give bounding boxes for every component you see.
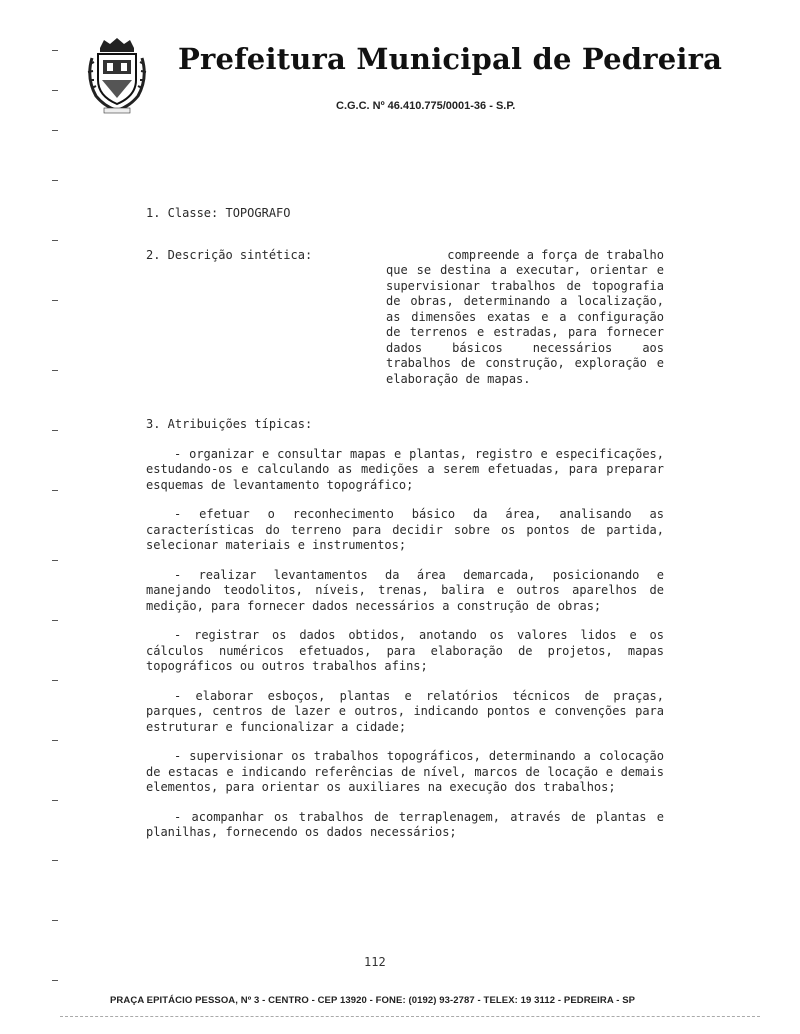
document-body: [146, 206, 664, 855]
footer-divider: [60, 1016, 760, 1017]
duty-item: - registrar os dados obtidos, anotando os valores lidos e os cálculos numéricos efetuados, para elaboração de projetos, mapas topográficos ou outros trabalhos afins;: [146, 628, 664, 673]
page-title: Prefeitura Municipal de Pedreira: [178, 42, 723, 76]
duty-item: - elaborar esboços, plantas e relatórios técnicos de praças, parques, centros de lazer e outros, indicando pontos e convenções para estruturar e funcionalizar a cidade;: [146, 688, 664, 734]
page-number: 112: [364, 955, 386, 969]
description-text: que se destina a executar, orientar e supervisionar trabalhos de topografia de obras, determinando a localização, as dimensões exatas e a configuração de terrenos e estradas, para fornecer dados básicos necessários aos trabalhos de construção, exploração e elaboração de mapas.: [386, 263, 664, 386]
duty-item: - efetuar o reconhecimento básico da área, analisando as características do terreno para decidir sobre os pontos de partida, selecionar materiais e instrumentos;: [146, 507, 664, 552]
class-line: 1. Classe: TOPOGRAFO: [146, 206, 291, 220]
duty-item: - realizar levantamentos da área demarcada, posicionando e manejando teodolitos, níveis, trenas, balira e outros aparelhos de medição, para fornecer dados necessários a construção de obras;: [146, 567, 664, 613]
description-start: compreende a força de trabalho: [447, 247, 664, 262]
scan-margin-marks: [52, 40, 62, 1020]
description-header: [146, 248, 664, 264]
cgc-registration: C.G.C. Nº 46.410.775/0001-36 - S.P.: [336, 100, 516, 112]
duty-item: - supervisionar os trabalhos topográficos, determinando a colocação de estacas e indicando referências de nível, marcos de locação e demais elementos, para orientar os auxiliares na execução dos trabalhos;: [146, 749, 664, 794]
duty-item: - acompanhar os trabalhos de terraplenagem, através de plantas e planilhas, fornecendo os dados necessários;: [146, 809, 664, 839]
duty-item: - organizar e consultar mapas e plantas, registro e especificações, estudando-os e calculando as medições a serem efetuadas, para preparar esquemas de levantamento topográfico;: [146, 446, 664, 492]
footer-address: PRAÇA EPITÁCIO PESSOA, Nº 3 - CENTRO - CEP 13920 - FONE: (0192) 93-2787 - TELEX: 19 3112 - PEDREIRA - SP: [110, 995, 636, 1006]
duties-heading: 3. Atribuições típicas:: [146, 417, 313, 431]
description-label: 2. Descrição sintética:: [146, 247, 313, 262]
municipal-crest-logo: [86, 34, 148, 114]
